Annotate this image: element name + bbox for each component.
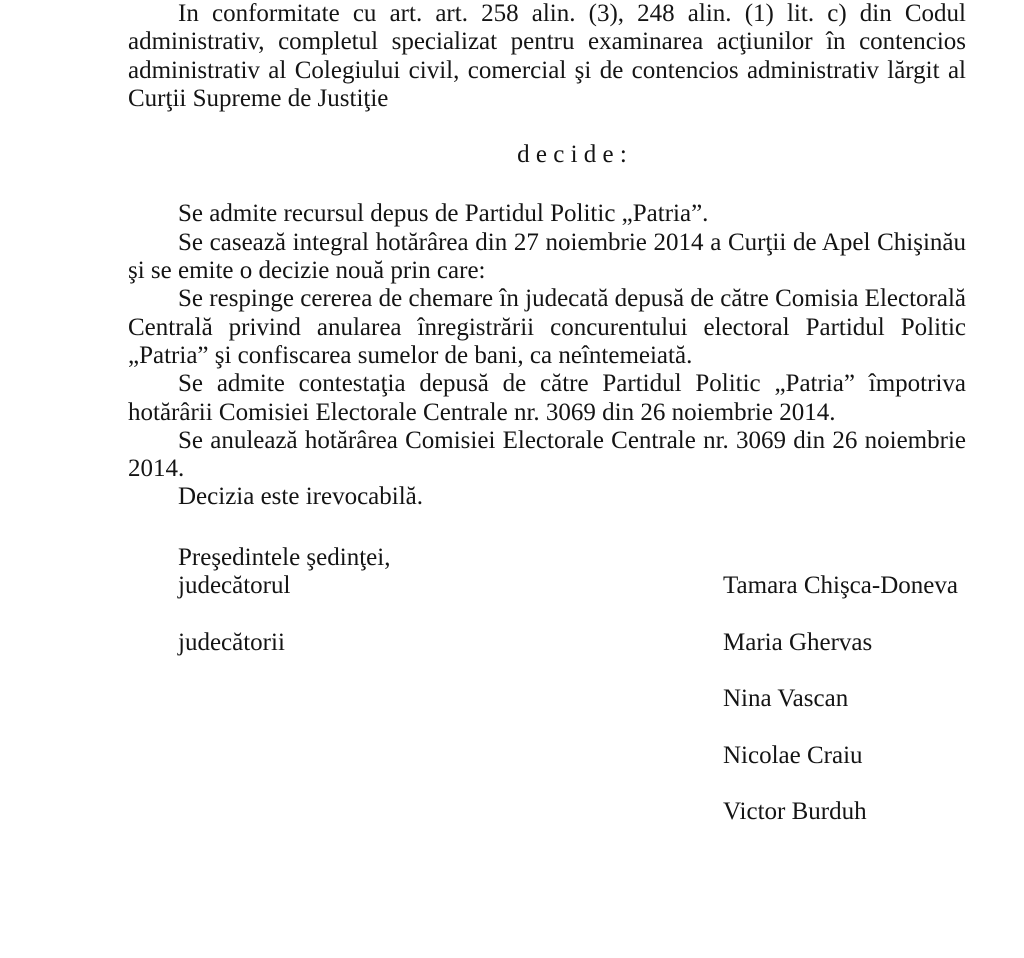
signature-row-empty xyxy=(128,714,966,742)
paragraph-irevocabila: Decizia este irevocabilă. xyxy=(178,483,423,511)
president-label-line2: judecătorul xyxy=(178,572,291,600)
signature-row-empty xyxy=(128,600,966,628)
signature-row-empty xyxy=(128,657,966,685)
paragraph-caseaza: Se casează integral hotărârea din 27 noiembrie 2014 a Curţii de Apel Chişinău şi se emite o decizie nouă prin care: xyxy=(128,228,966,285)
spacer xyxy=(128,169,966,200)
signature-row xyxy=(128,572,966,600)
signature-row xyxy=(128,544,966,572)
judge-name: Maria Ghervas xyxy=(723,628,873,656)
paragraph-admite-contestatie: Se admite contestaţia depusă de către Partidul Politic „Patria” împotriva hotărârii Comisiei Electorale Centrale nr. 3069 din 26 noiembrie 2014. xyxy=(128,370,966,426)
president-label-line1: Preşedintele şedinţei, xyxy=(178,543,391,571)
signature-row xyxy=(128,742,966,770)
paragraph-anuleaza: Se anulează hotărârea Comisiei Electorale Centrale nr. 3069 din 26 noiembrie 2014. xyxy=(128,426,966,483)
paragraph-legal-basis: In conformitate cu art. art. 258 alin. (3), 248 alin. (1) lit. c) din Codul administrativ, completul specializat pentru examinarea acţiunilor în contencios administrativ al Colegiului civil, comercial şi de contencios administrativ lărgit al Curţii Supreme de Justiţie xyxy=(128,0,966,112)
judges-label: judecătorii xyxy=(178,628,285,656)
judge-name: Nicolae Craiu xyxy=(723,741,863,769)
paragraph-respinge: Se respinge cererea de chemare în judecată depusă de către Comisia Electorală Centrală privind anularea înregistrării concurentului electoral Partidul Politic „Patria” şi confiscarea sumelor de bani, ca neîntemeiată. xyxy=(128,285,966,369)
president-name: Tamara Chişca-Doneva xyxy=(723,572,958,600)
spacer xyxy=(128,113,966,141)
signature-row xyxy=(128,798,966,826)
decide-heading: d e c i d e : xyxy=(517,141,627,169)
decision-text-block xyxy=(128,0,966,827)
signature-row xyxy=(128,629,966,657)
paragraph-admite-recurs: Se admite recursul depus de Partidul Politic „Patria”. xyxy=(178,200,709,228)
spacer xyxy=(128,512,966,544)
signature-block xyxy=(128,544,966,827)
judge-name: Victor Burduh xyxy=(723,798,867,826)
signature-row xyxy=(128,685,966,713)
signature-row-empty xyxy=(128,770,966,798)
judge-name: Nina Vascan xyxy=(723,685,849,713)
